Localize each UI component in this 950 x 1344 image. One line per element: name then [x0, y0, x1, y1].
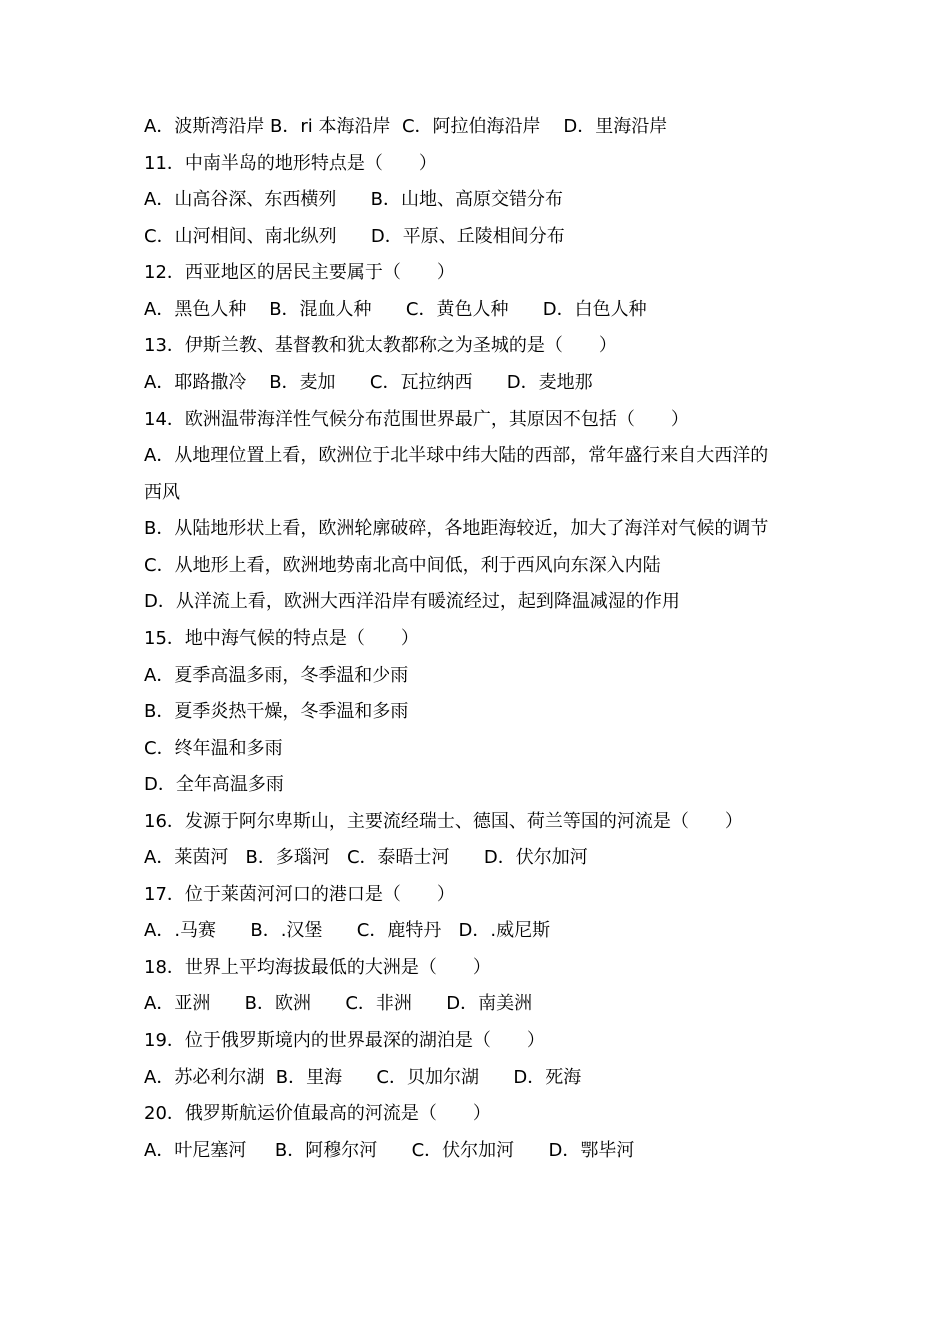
question-18: 18．世界上平均海拔最低的大洲是（ ） — [144, 957, 491, 978]
text-line: A．苏必利尔湖 B．里海 C．贝加尔湖 D．死海 — [144, 1067, 582, 1088]
text-line: A．黑色人种 B．混血人种 C．黄色人种 D．白色人种 — [144, 299, 647, 320]
text-line: A．波斯湾沿岸 B．ri 本海沿岸 C．阿拉伯海沿岸 D．里海沿岸 — [144, 116, 668, 137]
text-line: A．.马赛 B．.汉堡 C．鹿特丹 D．.威尼斯 — [144, 920, 551, 941]
text-line: A．莱茵河 B．多瑙河 C．泰晤士河 D．伏尔加河 — [144, 847, 588, 868]
text-line: A．耶路撒冷 B．麦加 C．瓦拉纳西 D．麦地那 — [144, 372, 593, 393]
text-line: C．从地形上看，欧洲地势南北高中间低，利于西风向东深入内陆 — [144, 555, 661, 576]
question-17: 17．位于莱茵河河口的港口是（ ） — [144, 884, 455, 905]
text-line: A．夏季高温多雨，冬季温和少雨 — [144, 665, 409, 686]
question-20: 20．俄罗斯航运价值最高的河流是（ ） — [144, 1103, 491, 1124]
question-12: 12．西亚地区的居民主要属于（ ） — [144, 262, 455, 283]
question-13: 13．伊斯兰教、基督教和犹太教都称之为圣城的是（ ） — [144, 335, 617, 356]
text-line: D．从洋流上看，欧洲大西洋沿岸有暖流经过，起到降温减湿的作用 — [144, 591, 680, 612]
text-line: A．山高谷深、东西横列 B．山地、高原交错分布 — [144, 189, 563, 210]
question-14: 14．欧洲温带海洋性气候分布范围世界最广，其原因不包括（ ） — [144, 409, 689, 430]
question-19: 19．位于俄罗斯境内的世界最深的湖泊是（ ） — [144, 1030, 545, 1051]
question-11: 11．中南半岛的地形特点是（ ） — [144, 153, 437, 174]
text-line: A．从地理位置上看，欧洲位于北半球中纬大陆的西部，常年盛行来自大西洋的 — [144, 445, 769, 466]
question-15: 15．地中海气候的特点是（ ） — [144, 628, 419, 649]
text-line: B．夏季炎热干燥，冬季温和多雨 — [144, 701, 409, 722]
text-line: A．亚洲 B．欧洲 C．非洲 D．南美洲 — [144, 993, 533, 1014]
text-line: 西风 — [144, 482, 180, 503]
text-line: C．终年温和多雨 — [144, 738, 283, 759]
text-line: C．山河相间、南北纵列 D．平原、丘陵相间分布 — [144, 226, 565, 247]
text-line: B．从陆地形状上看，欧洲轮廓破碎，各地距海较近，加大了海洋对气候的调节 — [144, 518, 769, 539]
text-line: D．全年高温多雨 — [144, 774, 284, 795]
text-line: A．叶尼塞河 B．阿穆尔河 C．伏尔加河 D．鄂毕河 — [144, 1140, 635, 1161]
question-16: 16．发源于阿尔卑斯山，主要流经瑞士、德国、荷兰等国的河流是（ ） — [144, 811, 743, 832]
